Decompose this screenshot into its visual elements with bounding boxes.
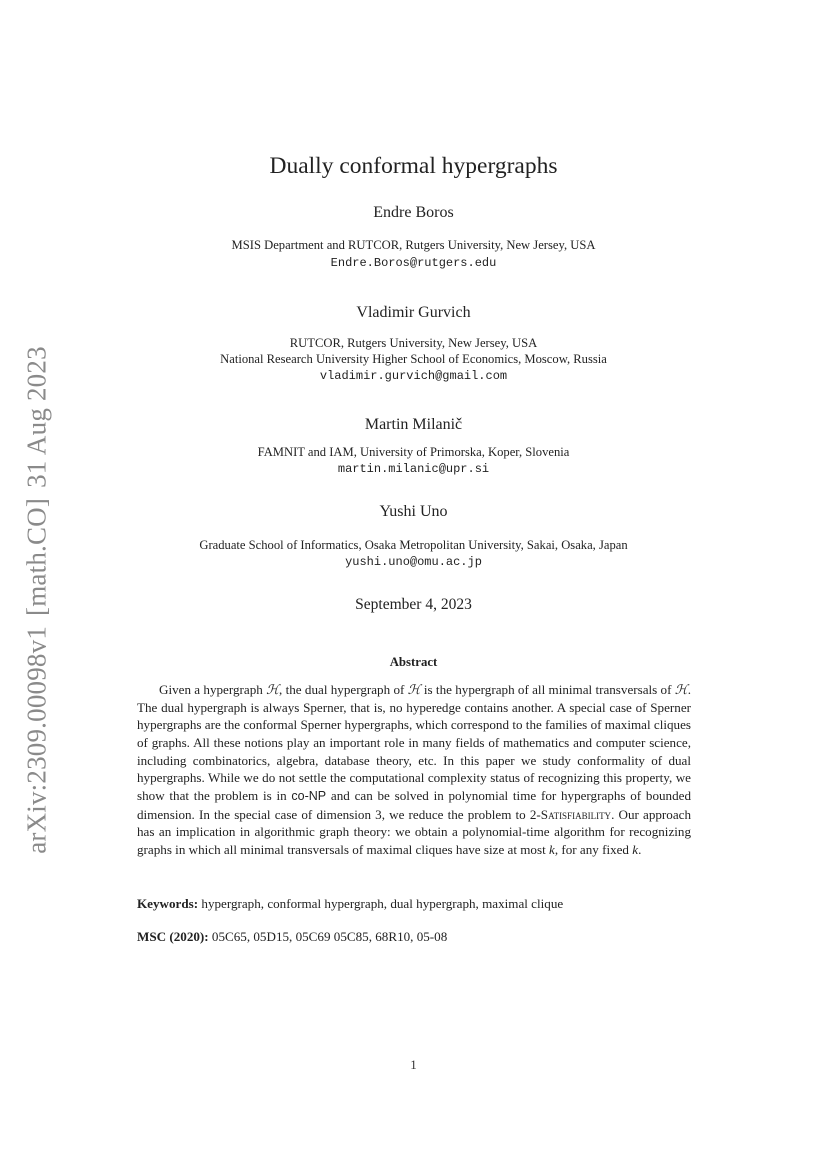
abstract-body bbox=[137, 681, 691, 859]
author-name: Endre Boros bbox=[373, 204, 454, 221]
math-symbol: ℋ bbox=[266, 682, 280, 697]
paper-date: September 4, 2023 bbox=[355, 596, 472, 613]
math-symbol: k bbox=[632, 841, 639, 857]
author-name: Martin Milanič bbox=[364, 416, 463, 433]
author-name: Yushi Uno bbox=[379, 503, 448, 520]
complexity-class: co-NP bbox=[291, 788, 327, 803]
math-symbol: ℋ bbox=[674, 682, 688, 697]
abstract-text: . bbox=[638, 841, 642, 857]
keywords-line bbox=[137, 896, 563, 912]
author-affiliation: FAMNIT and IAM, University of Primorska, Koper, Slovenia bbox=[257, 445, 570, 459]
arxiv-date: 31 Aug 2023 bbox=[21, 346, 52, 488]
keywords-value: hypergraph, conformal hypergraph, dual hypergraph, maximal clique bbox=[201, 896, 564, 911]
page-number: 1 bbox=[410, 1057, 417, 1072]
msc-label: MSC (2020): bbox=[137, 929, 209, 944]
arxiv-id: arXiv:2309.00098v1 bbox=[21, 625, 52, 854]
arxiv-category: [math.CO] bbox=[21, 497, 52, 616]
author-affiliation: RUTCOR, Rutgers University, New Jersey, USA bbox=[289, 336, 538, 350]
author-email[interactable]: yushi.uno@omu.ac.jp bbox=[345, 555, 482, 569]
abstract-text: . Our approach has an implication in algorithmic graph theory: we obtain a polynomial-time algorithm for recognizing graphs in which all minimal transversals of maximal cliques have size at most bbox=[137, 806, 691, 857]
abstract-heading: Abstract bbox=[389, 655, 438, 669]
msc-line bbox=[137, 929, 447, 945]
math-symbol: ℋ bbox=[407, 682, 421, 697]
keywords-label: Keywords: bbox=[137, 896, 199, 911]
abstract-text: , for any fixed bbox=[554, 841, 633, 857]
paper-title: Dually conformal hypergraphs bbox=[269, 153, 558, 179]
author-affiliation: MSIS Department and RUTCOR, Rutgers University, New Jersey, USA bbox=[231, 238, 596, 252]
abstract-text: is the hypergraph of all minimal transversals of bbox=[420, 682, 675, 697]
abstract-text: . The dual hypergraph is always Sperner, that is, no hyperedge contains another. A special case of Sperner hypergraphs are the conformal Sperner hypergraphs, which correspond to the families of maximal cliques of graphs. All these notions play an important role in many fields of mathematics and computer science, including combinatorics, algebra, database theory, etc. In this paper we study conformality of dual hypergraphs. While we do not settle the computational complexity status of recognizing this property, we show that the problem is in bbox=[137, 682, 691, 803]
author-email[interactable]: vladimir.gurvich@gmail.com bbox=[319, 369, 508, 383]
author-email[interactable]: Endre.Boros@rutgers.edu bbox=[330, 256, 497, 270]
abstract-text: and can be solved in polynomial time for hypergraphs of bounded dimension. In the special case of dimension 3, we reduce the problem to bbox=[137, 787, 691, 822]
abstract-text: , the dual hypergraph of bbox=[279, 682, 408, 697]
author-affiliation: Graduate School of Informatics, Osaka Metropolitan University, Sakai, Osaka, Japan bbox=[199, 538, 628, 552]
abstract-text: Given a hypergraph bbox=[159, 682, 267, 697]
msc-value: 05C65, 05D15, 05C69 05C85, 68R10, 05-08 bbox=[211, 929, 448, 944]
problem-name: 2-Satisfiability bbox=[529, 806, 612, 822]
author-email[interactable]: martin.milanic@upr.si bbox=[337, 462, 490, 476]
author-name: Vladimir Gurvich bbox=[356, 304, 471, 321]
author-affiliation: National Research University Higher School of Economics, Moscow, Russia bbox=[220, 352, 607, 366]
math-symbol: k bbox=[549, 841, 555, 857]
